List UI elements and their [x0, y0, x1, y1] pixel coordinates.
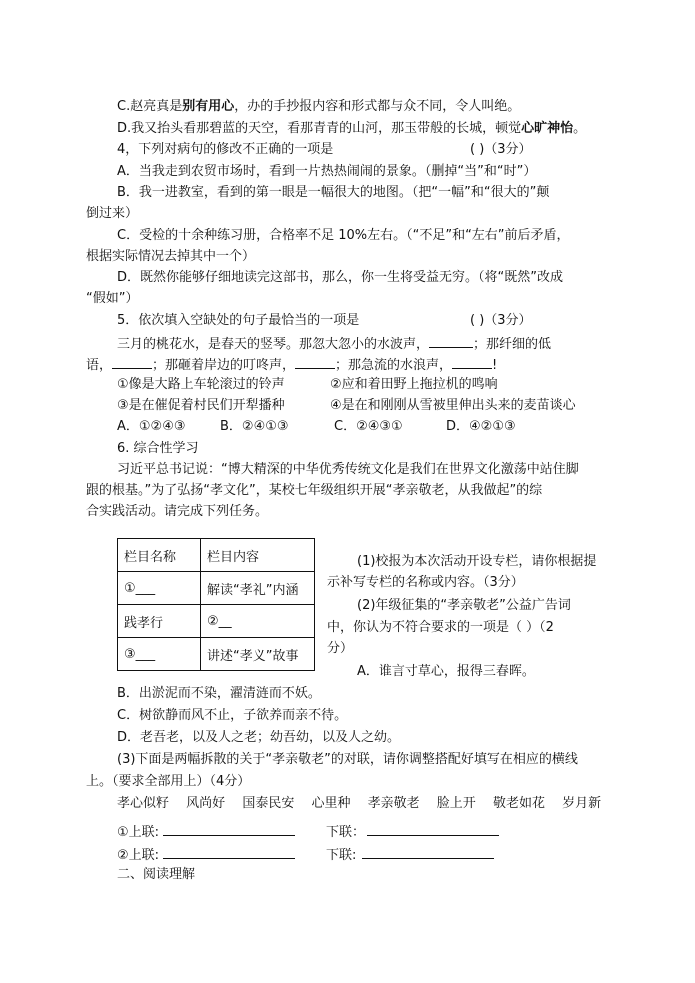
couplet-word: 敬老如花	[492, 796, 545, 811]
q5-choice-b: B．②④①③	[220, 419, 289, 434]
label: 下联:	[326, 848, 357, 863]
q4-option-c-cont: 根据实际情况去掉其中一个）	[86, 249, 256, 264]
question-4-score: ( )（3分）	[470, 142, 532, 157]
label: ①上联:	[117, 825, 160, 840]
couplet-2-upper	[117, 844, 295, 865]
answer-line[interactable]	[163, 821, 295, 836]
subtask-2-score: 分）	[327, 641, 354, 656]
couplet-word: 国泰民安	[242, 796, 295, 811]
answer-line[interactable]	[362, 844, 494, 859]
label: ②上联:	[117, 848, 160, 863]
text: 。	[573, 121, 587, 136]
table-row	[118, 572, 315, 605]
subtask-2-option-b: B．出淤泥而不染，濯清涟而不妖。	[117, 686, 321, 701]
q5-option-4: ④是在和刚刚从雪被里伸出头来的麦苗谈心	[330, 398, 576, 413]
answer-line[interactable]	[367, 821, 499, 836]
table-cell: 讲述“孝义”故事	[201, 638, 315, 671]
subtask-3-cont: 上。（要求全部用上）（4分）	[86, 774, 251, 789]
q6-paragraph-3: 合实践活动。请完成下列任务。	[86, 504, 269, 519]
fill-blank[interactable]	[295, 354, 335, 369]
bold-idiom: 别有用心	[182, 99, 235, 114]
q5-choice-a: A．①②④③	[117, 419, 186, 434]
q5-choice-c: C．②④③①	[334, 419, 403, 434]
answer-line[interactable]	[163, 844, 295, 859]
q6-paragraph-2: 跟的根基。”为了弘扬“孝文化”，某校七年级组织开展“孝亲敬老，从我做起”的综	[86, 483, 543, 498]
column-table	[117, 538, 315, 671]
couplet-word: 心里种	[311, 796, 351, 811]
question-5: 5．依次填入空缺处的句子最恰当的一项是	[117, 313, 360, 328]
q4-option-b-cont: 倒过来）	[86, 206, 139, 221]
q4-option-b: B．我一进教室，看到的第一眼是一幅很大的地图。（把“一幅”和“很大的”颠	[117, 185, 550, 200]
q5-option-1: ①像是大路上车轮滚过的铃声	[117, 377, 285, 392]
couplet-word: 孝亲敬老	[367, 796, 420, 811]
q5-choice-d: D．④②①③	[446, 419, 516, 434]
table-row	[118, 605, 315, 638]
couplet-word: 脸上开	[436, 796, 476, 811]
table-header: 栏目名称	[118, 539, 201, 572]
q4-option-d: D．既然你能够仔细地读完这部书，那么，你一生将受益无穷。（将“既然”改成	[117, 270, 563, 285]
question-4: 4，下列对病句的修改不正确的一项是	[117, 142, 334, 157]
couplet-1-lower	[326, 821, 499, 842]
q4-option-c: C．受检的十余种练习册，合格率不足 10%左右。（“不足”和“左右”前后矛盾，	[117, 228, 570, 243]
subtask-1-cont: 示补写专栏的名称或内容。（3分）	[327, 575, 524, 590]
text: C.赵亮真是	[117, 99, 183, 114]
subtask-2-cont: 中，你认为不符合要求的一项是（ ）（2	[327, 620, 554, 635]
text: !	[492, 358, 498, 373]
bold-idiom: 心旷神怡	[521, 121, 574, 136]
couplet-word-bank	[117, 795, 601, 813]
fill-blank[interactable]	[429, 333, 473, 348]
subtask-3: (3)下面是两幅拆散的关于“孝亲敬老”的对联，请你调整搭配好填写在相应的横线	[117, 752, 578, 767]
table-header: 栏目内容	[201, 539, 315, 572]
table-row	[118, 638, 315, 671]
text: 三月的桃花水，是春天的竖琴。那忽大忽小的水波声，	[117, 337, 430, 352]
option-c-line	[117, 98, 520, 116]
table-cell: ②__	[201, 605, 315, 638]
text: 语，	[86, 358, 113, 373]
table-cell: ③___	[118, 638, 201, 671]
section-heading: 二、阅读理解	[117, 867, 196, 882]
option-d-line	[117, 120, 586, 138]
subtask-2-option-c: C．树欲静而风不止，子欲养而亲不待。	[117, 708, 348, 723]
text: D.我又抬头看那碧蓝的天空，看那青青的山河，那玉带般的长城，顿觉	[117, 121, 522, 136]
q5-option-2: ②应和着田野上拖拉机的鸣响	[330, 377, 498, 392]
text: ；那纤细的低	[473, 337, 552, 352]
table-cell: 践孝行	[118, 605, 201, 638]
subtask-2: (2)年级征集的“孝亲敬老”公益广告词	[357, 598, 571, 613]
subtask-1: (1)校报为本次活动开设专栏，请你根据提	[357, 554, 597, 569]
couplet-2-lower	[326, 844, 494, 865]
question-5-score: ( )（3分）	[470, 313, 532, 328]
couplet-word: 风尚好	[186, 796, 226, 811]
couplet-1-upper	[117, 821, 295, 842]
couplet-word: 岁月新	[562, 796, 602, 811]
subtask-2-option-a: A．谁言寸草心，报得三春晖。	[357, 664, 535, 679]
text: ；那砸着岸边的叮咚声，	[152, 358, 296, 373]
question-6: 6. 综合性学习	[117, 441, 199, 456]
couplet-word: 孝心似籽	[117, 796, 170, 811]
label: 下联：	[326, 825, 366, 840]
q5-passage-line2	[86, 354, 497, 375]
text: ；那急流的水浪声，	[335, 358, 453, 373]
q4-option-a: A．当我走到农贸市场时，看到一片热热闹闹的景象。（删掉“当”和“时”）	[117, 164, 537, 179]
table-cell: 解读“孝礼”内涵	[201, 572, 315, 605]
q5-option-3: ③是在催促着村民们开犁播种	[117, 398, 285, 413]
text: ，办的手抄报内容和形式都与众不同，令人叫绝。	[234, 99, 521, 114]
q5-passage-line1	[117, 333, 551, 354]
subtask-2-option-d: D．老吾老，以及人之老；幼吾幼，以及人之幼。	[117, 730, 401, 745]
q6-paragraph-1: 习近平总书记说：“博大精深的中华优秀传统文化是我们在世界文化激荡中站住脚	[117, 462, 579, 477]
fill-blank[interactable]	[452, 354, 492, 369]
table-header-row	[118, 539, 315, 572]
q4-option-d-cont: “假如”）	[86, 291, 139, 306]
table-cell: ①___	[118, 572, 201, 605]
fill-blank[interactable]	[112, 354, 152, 369]
